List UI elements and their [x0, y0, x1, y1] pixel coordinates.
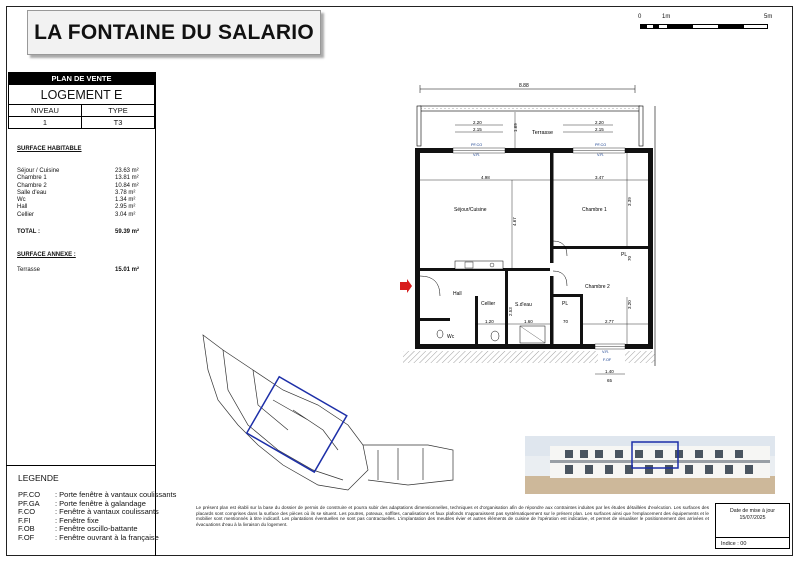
dim-253: 2.53 [508, 307, 513, 316]
legend-item: PF.CO : Porte fenêtre à vantaux coulissants [18, 490, 177, 499]
building-render [525, 436, 775, 494]
scale-bar-graphic [640, 24, 768, 29]
surface-total: TOTAL : 59.39 m² [17, 229, 140, 235]
dim-70b: 70 [563, 319, 569, 324]
dim-70: 70 [627, 255, 632, 261]
niveau-header: NIVEAU [9, 105, 82, 117]
dim-120: 1.20 [485, 319, 494, 324]
dim-347: 3.47 [595, 175, 604, 180]
disclaimer-text: Le présent plan est établi sur la base du dossier de permis de construire et pourra subir des adaptations dimensionnelles, techniques et d'organisation afin de répondre aux contraintes induites par les études détaillées d'exécution. Les surfaces des placards sont comprises dans la surface des pièces où ils se situent. Les poutres, poteaux, soffites, canalisations et faux plafonds n'apparaissent pas systématiquement sur le présent plan. Les surfaces ainsi que l'emplacement des équipements et le mobilier sont mentionnés à titre indicatif. Les plantations éventuelles ne sont pas contractuelles. L'implantation des meubles évier et autres éléments de cuisine de l'opération est indicative, et permet de visualiser le positionnement des arrivées et évacuations d'eau à la livraison du logement. [196, 505, 709, 527]
surface-annexe-title: SURFACE ANNEXE : [17, 252, 76, 258]
dim-terrace-4: 2.20 [595, 120, 604, 125]
unit-info-panel [8, 72, 155, 129]
revision-date: Date de mise à jour 15/07/2025 [730, 508, 775, 521]
room-chambre2: Chambre 2 [585, 284, 610, 290]
scale-label-0: 0 [638, 14, 642, 20]
legend-item: F.FI : Fenêtre fixe [18, 515, 99, 525]
room-surface-list [17, 168, 145, 219]
panel-divider [155, 72, 156, 556]
unit-meta-table [8, 105, 155, 129]
legend-item: F.OB : Fenêtre oscillo-battante [18, 524, 138, 533]
dim-terrace-1: 2.20 [473, 120, 482, 125]
window-label-2b: V.R. [597, 153, 605, 157]
room-cellier: Cellier [481, 301, 496, 307]
room-row: Hall 2.95 m² [17, 204, 136, 211]
legend-item: PF.GA : Porte fenêtre à galandage [18, 498, 146, 508]
revision-box [715, 503, 790, 549]
room-sdeau: S.d'eau [515, 302, 532, 308]
room-row: Séjour / Cuisine 23.63 m² [17, 168, 139, 174]
room-hall: Hall [453, 291, 462, 297]
room-chambre1: Chambre 1 [582, 207, 607, 213]
dim-65: 65 [607, 378, 613, 383]
legend-item: F.CO : Fenêtre à vantaux coulissants [18, 507, 159, 516]
dim-467: 4.67 [512, 217, 517, 226]
legend-item: F.OF : Fenêtre ouvrant à la française [18, 532, 159, 542]
type-value: T3 [82, 117, 155, 129]
room-terrasse: Terrasse [532, 130, 554, 136]
room-pl2: PL [562, 301, 569, 307]
window-label-2: PF.CO [595, 143, 607, 147]
site-plan [198, 330, 460, 500]
dim-160: 1.60 [524, 319, 533, 324]
dim-320: 3.20 [627, 300, 632, 309]
dim-140: 1.40 [605, 369, 614, 374]
scale-label-5m: 5m [764, 14, 773, 20]
niveau-value: 1 [9, 117, 82, 129]
window-label-3: V.R. [602, 350, 610, 354]
room-sejour: Séjour/Cuisine [454, 207, 487, 213]
legend-list [18, 491, 176, 542]
annexe-row: Terrasse 15.01 m² [17, 267, 140, 273]
type-header: TYPE [82, 105, 155, 117]
surface-habitable-title: SURFACE HABITABLE [17, 146, 82, 152]
window-label-1b: V.R. [473, 153, 481, 157]
room-pl1: PL [621, 252, 628, 258]
room-row: Salle d'eau 3.78 m² [17, 189, 136, 196]
room-row: Cellier 3.04 m² [17, 211, 136, 218]
revision-index: Indice : 00 [716, 537, 789, 549]
dim-terrace-3: 1.69 [513, 123, 518, 132]
dim-498: 4.98 [481, 175, 490, 180]
window-label-1: PF.CO [471, 143, 483, 147]
window-label-3b: F.OF [603, 358, 612, 362]
room-wc: Wc [447, 334, 455, 340]
legend-divider [6, 465, 156, 466]
room-row: Wc 1.34 m² [17, 197, 136, 204]
legend-title: LEGENDE [18, 473, 59, 483]
room-row: Chambre 1 13.81 m² [17, 175, 139, 182]
dim-overall: 8.88 [519, 83, 529, 89]
unit-name: LOGEMENT E [8, 85, 155, 105]
dim-terrace-5: 2.15 [595, 127, 604, 132]
scale-label-1m: 1m [662, 14, 671, 20]
dim-277: 2.77 [605, 319, 614, 324]
room-row: Chambre 2 10.84 m² [17, 182, 139, 189]
plan-type-header: PLAN DE VENTE [8, 72, 155, 85]
project-title: LA FONTAINE DU SALARIO [27, 10, 321, 55]
dim-339: 3.39 [627, 197, 632, 206]
dim-terrace-2: 2.15 [473, 127, 482, 132]
